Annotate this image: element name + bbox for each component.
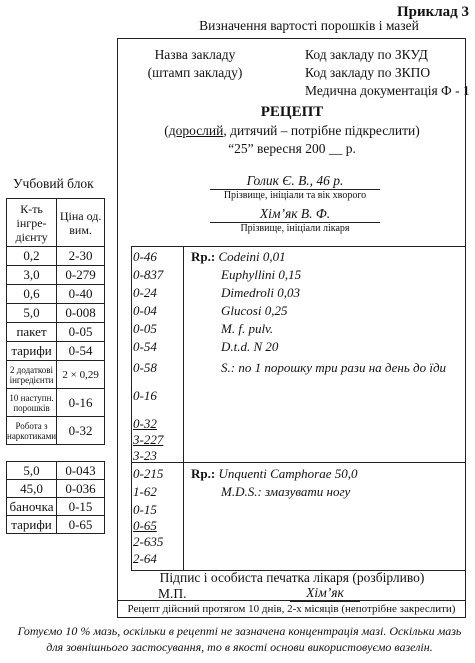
price-cell: 0-05 xyxy=(133,321,157,336)
recipe-type-adult: дорослий xyxy=(168,123,224,138)
stamp-mp: М.П. xyxy=(158,586,187,601)
rx1-signa: S.: по 1 порошку три рази на день до їди xyxy=(221,360,447,375)
code-zkpo: Код закладу по ЗКПО xyxy=(305,65,431,80)
rx2-label: Rp.: xyxy=(191,466,216,481)
study-cell: 0-65 xyxy=(57,516,105,534)
study-cell: 0-008 xyxy=(57,304,105,323)
study-cell: 2 додаткові інгредієнти xyxy=(7,361,57,389)
recipe-type-rest: , дитячий – потрібне підкреслити) xyxy=(223,123,420,138)
recipe-date: “25” вересня 200 __ р. xyxy=(228,141,356,156)
study-cell: 0-279 xyxy=(57,266,105,285)
study-table-2 xyxy=(6,461,105,534)
footnote: Готуємо 10 % мазь, оскільки в рецепті не зазначена концентрація мазі. Оскільки мазь для зовнішнього застосування, то в якості основи використовуємо вазелін. xyxy=(17,624,462,654)
rx1-instruction: M. f. pulv. xyxy=(221,321,274,336)
example-title: Приклад 3 xyxy=(396,4,469,20)
price-cell: 0-04 xyxy=(133,303,157,318)
study-cell: 2 × 0,29 xyxy=(57,361,105,389)
price-cell: 3-227 xyxy=(133,432,164,447)
rx1-ingredient: Euphyllini 0,15 xyxy=(221,267,302,282)
signature-label: Підпис і особиста печатка лікаря (розбірливо) xyxy=(159,570,425,585)
doctor-caption: Прізвище, ініціали лікаря xyxy=(240,223,350,234)
study-cell: баночка xyxy=(7,498,57,516)
study-cell: 5,0 xyxy=(7,304,57,323)
doctor-name: Хім’як В. Ф. xyxy=(210,206,380,223)
rx1-instruction: D.t.d. N 20 xyxy=(221,339,279,354)
study-cell: 0-32 xyxy=(57,417,105,445)
price-cell: 0-54 xyxy=(133,339,157,354)
study-cell: пакет xyxy=(7,323,57,342)
price-cell: 0-24 xyxy=(133,285,157,300)
rx1-ingredient: Dimedroli 0,03 xyxy=(221,285,300,300)
study-header-price: Ціна од. вим. xyxy=(57,199,105,247)
price-cell: 1-62 xyxy=(133,484,157,499)
price-cell: 0-65 xyxy=(133,518,157,533)
patient-name: Голик Є. В., 46 р. xyxy=(210,173,380,190)
study-cell: 0,2 xyxy=(7,247,57,266)
institution-stamp: (штамп закладу) xyxy=(147,65,243,80)
patient-caption: Прізвище, ініціали та вік хворого xyxy=(223,190,367,201)
price-cell: 0-15 xyxy=(133,502,157,517)
price-cell: 3-23 xyxy=(133,448,157,463)
recipe-type xyxy=(118,122,466,139)
study-table xyxy=(6,198,105,445)
price-cell: 2-64 xyxy=(133,551,157,566)
recipe-title: РЕЦЕПТ xyxy=(260,104,324,120)
study-cell: 5,0 xyxy=(7,462,57,480)
price-cell: 0-837 xyxy=(133,267,164,282)
rx1-ingredient: Codeini 0,01 xyxy=(218,249,286,264)
rx1-label: Rp.: xyxy=(191,249,216,264)
study-cell: тарифи xyxy=(7,516,57,534)
recipe-grid xyxy=(131,246,466,570)
study-cell: 0-15 xyxy=(57,498,105,516)
study-cell: 10 наступн. порошків xyxy=(7,389,57,417)
study-cell: 0-54 xyxy=(57,342,105,361)
rx2-line xyxy=(191,466,357,482)
price-cell: 0-16 xyxy=(133,388,157,403)
code-zkud: Код закладу по ЗКУД xyxy=(305,47,428,62)
study-cell: 0-036 xyxy=(57,480,105,498)
medical-documentation: Медична документація Ф - 1 xyxy=(305,83,470,98)
study-block-title: Учбовий блок xyxy=(13,176,94,191)
institution-name: Назва закладу xyxy=(154,47,236,62)
study-cell: 0-05 xyxy=(57,323,105,342)
study-cell: Робота з наркотиками xyxy=(7,417,57,445)
validity-note: Рецепт дійсний протягом 10 днів, 2-х місяців (непотрібне закреслити) xyxy=(117,600,466,618)
price-cell: 0-58 xyxy=(133,360,157,375)
price-cell: 2-635 xyxy=(133,534,164,549)
study-cell: 2-30 xyxy=(57,247,105,266)
study-cell: 0-40 xyxy=(57,285,105,304)
study-cell: 0-16 xyxy=(57,389,105,417)
price-cell: 0-32 xyxy=(133,416,157,431)
study-cell: тарифи xyxy=(7,342,57,361)
recipe-type-open: ( xyxy=(164,123,169,138)
price-cell: 0-46 xyxy=(133,249,157,264)
study-cell: 0,6 xyxy=(7,285,57,304)
study-cell: 45,0 xyxy=(7,480,57,498)
rx1-ingredient: Glucosi 0,25 xyxy=(221,303,288,318)
study-header-qty: К-ть інгре-дієнту xyxy=(7,199,57,247)
rx2-ingredient: Unquenti Camphorae 50,0 xyxy=(218,466,358,481)
study-cell: 3,0 xyxy=(7,266,57,285)
study-cell: 0-043 xyxy=(57,462,105,480)
rx2-instruction: M.D.S.: змазувати ногу xyxy=(221,484,351,499)
document-title: Визначення вартості порошків і мазей xyxy=(199,18,419,33)
price-cell: 0-215 xyxy=(133,466,164,481)
signature-value: Хім’як xyxy=(290,585,360,602)
rx1-line xyxy=(191,249,286,265)
